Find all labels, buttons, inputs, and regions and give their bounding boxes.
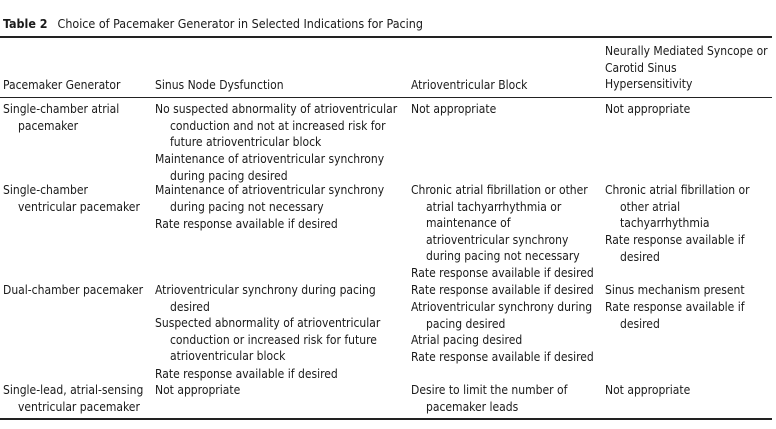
row-2-syncope-item: Chronic atrial fibrillation or other atrial tachyarrhythmia xyxy=(605,183,750,231)
row-2-generator: Single-chamber ventricular pacemaker xyxy=(3,183,140,214)
table-title xyxy=(3,16,423,31)
row-3-sinus-node-item: Suspected abnormality of atrioventricular conduction or increased risk for future atrioventricular block xyxy=(155,316,381,364)
row-3-av-block-item: Rate response available if desired xyxy=(411,350,594,364)
table-caption: Choice of Pacemaker Generator in Selected Indications for Pacing xyxy=(57,16,423,31)
column-header-sinus-node: Sinus Node Dysfunction xyxy=(155,78,284,92)
row-2-av-block-item: Rate response available if desired xyxy=(411,266,594,280)
row-4-sinus-node-item: Not appropriate xyxy=(155,383,241,397)
column-header-generator: Pacemaker Generator xyxy=(3,78,121,92)
row-1-sinus-node-item: No suspected abnormality of atrioventricular conduction and not at increased risk for future atrioventricular block xyxy=(155,102,398,150)
row-2-sinus-node-item: Maintenance of atrioventricular synchrony during pacing not necessary xyxy=(155,183,385,214)
row-3-av-block-item: Atrioventricular synchrony during pacing desired xyxy=(411,300,593,331)
header-rule xyxy=(0,97,772,98)
row-1-av-block-item: Not appropriate xyxy=(411,102,497,116)
row-4-av-block-item: Desire to limit the number of pacemaker leads xyxy=(411,383,568,414)
row-3-sinus-node-item: Rate response available if desired xyxy=(155,367,338,381)
row-2-sinus-node-item: Rate response available if desired xyxy=(155,217,338,231)
column-header-syncope: Neurally Mediated Syncope or Carotid Sinus Hypersensitivity xyxy=(605,44,768,92)
row-3-syncope-item: Rate response available if desired xyxy=(605,300,745,331)
row-3-sinus-node-item: Atrioventricular synchrony during pacing desired xyxy=(155,283,376,314)
row-2-av-block-item: Chronic atrial fibrillation or other atrial tachyarrhythmia or maintenance of atrioventricular synchrony during pacing not necessary xyxy=(411,183,588,264)
row-2-syncope-item: Rate response available if desired xyxy=(605,233,745,264)
bottom-rule xyxy=(0,418,772,420)
row-4-generator: Single-lead, atrial-sensing ventricular pacemaker xyxy=(3,383,144,414)
row-1-sinus-node-item: Maintenance of atrioventricular synchrony during pacing desired xyxy=(155,152,385,183)
row-1-generator: Single-chamber atrial pacemaker xyxy=(3,102,120,133)
row-3-av-block-item: Atrial pacing desired xyxy=(411,333,523,347)
top-rule xyxy=(0,36,772,38)
table-number: Table 2 xyxy=(3,16,48,31)
row-4-syncope-item: Not appropriate xyxy=(605,383,691,397)
row-3-generator: Dual-chamber pacemaker xyxy=(3,283,144,297)
row-3-syncope-item: Sinus mechanism present xyxy=(605,283,745,297)
row-3-av-block-item: Rate response available if desired xyxy=(411,283,594,297)
column-header-av-block: Atrioventricular Block xyxy=(411,78,528,92)
row-1-syncope-item: Not appropriate xyxy=(605,102,691,116)
